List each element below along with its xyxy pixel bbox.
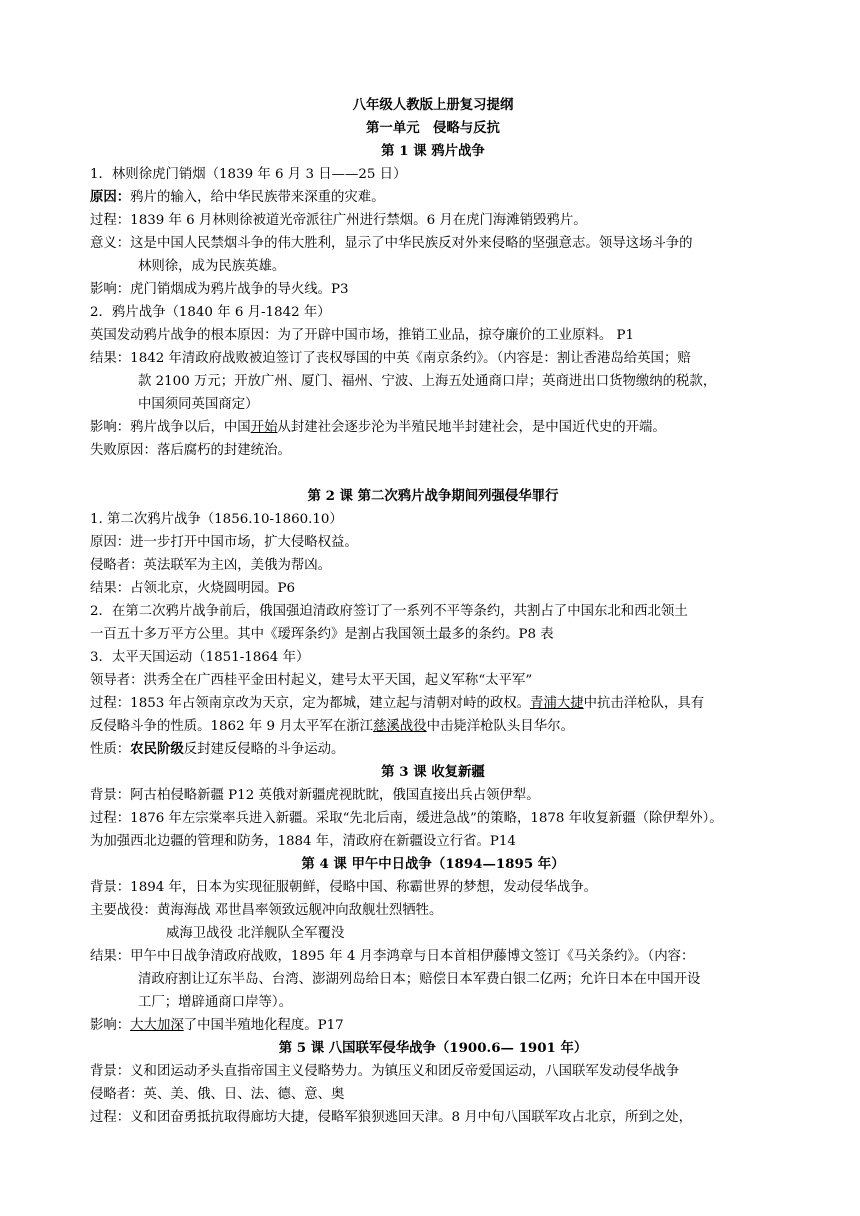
underlined-term: 大大加深 bbox=[130, 1018, 184, 1033]
section-heading bbox=[90, 94, 776, 117]
line-text: 从封建社会逐步沦为半殖民地半封建社会，是中国近代史的开端。 bbox=[277, 420, 666, 435]
text-line bbox=[90, 370, 776, 393]
bold-label: 原因： bbox=[90, 189, 131, 205]
line-text: 第 2 课 第二次鸦片战争期间列强侵华罪行 bbox=[307, 488, 559, 504]
line-text: 反封建反侵略的斗争运动。 bbox=[183, 742, 345, 757]
text-line bbox=[90, 784, 776, 807]
text-line bbox=[90, 945, 776, 968]
line-text: 款 2100 万元；开放广州、厦门、福州、宁波、上海五处通商口岸；英商进出口货物缴纳的税款， bbox=[138, 374, 717, 389]
underlined-term: 开始 bbox=[250, 420, 278, 435]
section-heading bbox=[90, 853, 776, 876]
line-text: 原因：进一步打开中国市场，扩大侵略权益。 bbox=[90, 535, 358, 550]
line-text: 了中国半殖地化程度。P17 bbox=[183, 1018, 344, 1033]
text-line bbox=[90, 623, 776, 646]
line-text: 过程：1876 年左宗棠率兵进入新疆。采取“先北后南，缓进急战”的策略，1878 年收复新疆（除伊犁外）。 bbox=[90, 811, 723, 826]
text-line bbox=[90, 301, 776, 324]
line-text: 结果：1842 年清政府战败被迫签订了丧权辱国的中英《南京条约》。（内容是：割让香港岛给英国；赔 bbox=[90, 351, 691, 366]
text-line bbox=[90, 899, 776, 922]
text-line bbox=[90, 807, 776, 830]
line-text: 鸦片的输入，给中华民族带来深重的灾难。 bbox=[130, 190, 385, 205]
text-line bbox=[90, 738, 776, 761]
text-line bbox=[90, 278, 776, 301]
text-line bbox=[90, 1060, 776, 1083]
text-line bbox=[90, 1106, 776, 1129]
document-body bbox=[90, 94, 776, 1129]
line-text: 2．鸦片战争（1840 年 6 月-1842 年） bbox=[90, 305, 331, 320]
text-line bbox=[90, 600, 776, 623]
line-text: 侵略者：英法联军为主凶，美俄为帮凶。 bbox=[90, 558, 332, 573]
line-text: 影响： bbox=[90, 1018, 131, 1033]
text-line bbox=[90, 968, 776, 991]
line-text: 英国发动鸦片战争的根本原因：为了开辟中国市场，推销工业品，掠夺廉价的工业原料。 P1 bbox=[90, 328, 635, 343]
line-text: 反侵略斗争的性质。1862 年 9 月太平军在浙江 bbox=[90, 719, 374, 734]
line-text: 性质： bbox=[90, 742, 131, 757]
line-text: 失败原因：落后腐朽的封建统治。 bbox=[90, 443, 291, 458]
line-text: 结果：甲午中日战争清政府战败，1895 年 4 月李鸿章与日本首相伊藤博文签订《马关条约》。（内容： bbox=[90, 949, 695, 964]
line-text: 1．林则徐虎门销烟（1839 年 6 月 3 日——25 日） bbox=[90, 167, 407, 182]
line-text: 1. 第二次鸦片战争（1856.10-1860.10） bbox=[90, 512, 343, 527]
text-line bbox=[90, 715, 776, 738]
text-line bbox=[90, 163, 776, 186]
text-line bbox=[90, 347, 776, 370]
text-line bbox=[90, 646, 776, 669]
line-text: 工厂；增辟通商口岸等）。 bbox=[138, 995, 292, 1010]
text-line bbox=[90, 209, 776, 232]
line-text: 过程：义和团奋勇抵抗取得廊坊大捷，侵略军狼狈逃回天津。8 月中旬八国联军攻占北京，所到之处， bbox=[90, 1110, 692, 1125]
line-text: 3．太平天国运动（1851-1864 年） bbox=[90, 650, 310, 665]
text-line bbox=[90, 1083, 776, 1106]
line-text: 影响：虎门销烟成为鸦片战争的导火线。P3 bbox=[90, 282, 349, 297]
line-text: 背景：阿古柏侵略新疆 P12 英俄对新疆虎视眈眈，俄国直接出兵占领伊犁。 bbox=[90, 788, 540, 803]
underlined-term: 慈溪战役 bbox=[373, 719, 427, 734]
blank-line bbox=[90, 462, 776, 485]
text-line bbox=[90, 669, 776, 692]
text-line bbox=[90, 324, 776, 347]
line-text: 林则徐，成为民族英雄。 bbox=[138, 259, 286, 274]
line-text: 中击毙洋枪队头目华尔。 bbox=[426, 719, 574, 734]
text-line bbox=[90, 554, 776, 577]
text-line bbox=[90, 876, 776, 899]
text-line bbox=[90, 186, 776, 209]
text-line bbox=[90, 439, 776, 462]
text-line bbox=[90, 393, 776, 416]
line-text: 第一单元 侵略与反抗 bbox=[366, 120, 500, 136]
line-text: 第 1 课 鸦片战争 bbox=[381, 143, 485, 159]
line-text: 领导者：洪秀全在广西桂平金田村起义，建号太平天国，起义军称“太平军” bbox=[90, 673, 533, 688]
text-line bbox=[90, 922, 776, 945]
line-text: 主要战役：黄海海战 邓世昌率领致远舰冲向敌舰壮烈牺牲。 bbox=[90, 903, 443, 918]
line-text: 背景：1894 年，日本为实现征服朝鲜，侵略中国、称霸世界的梦想，发动侵华战争。 bbox=[90, 880, 598, 895]
text-line bbox=[90, 232, 776, 255]
line-text: 过程：1853 年占领南京改为天京，定为都城，建立起与清朝对峙的政权。 bbox=[90, 696, 531, 711]
line-text: 影响：鸦片战争以后，中国 bbox=[90, 420, 251, 435]
line-text: 中抗击洋枪队，具有 bbox=[583, 696, 705, 711]
section-heading bbox=[90, 1037, 776, 1060]
line-text: 第 5 课 八国联军侵华战争（1900.6— 1901 年） bbox=[278, 1040, 588, 1056]
underlined-term: 青浦大捷 bbox=[530, 696, 584, 711]
text-line bbox=[90, 255, 776, 278]
text-line bbox=[90, 416, 776, 439]
text-line bbox=[90, 991, 776, 1014]
text-line bbox=[90, 577, 776, 600]
section-heading bbox=[90, 485, 776, 508]
line-text: 第 3 课 收复新疆 bbox=[381, 764, 485, 780]
section-heading bbox=[90, 117, 776, 140]
line-text: 一百五十多万平方公里。其中《瑷珲条约》是割占我国领土最多的条约。P8 表 bbox=[90, 627, 554, 642]
line-text: 侵略者：英、美、俄、日、法、德、意、奥 bbox=[90, 1087, 345, 1102]
line-text: 威海卫战役 北洋舰队全军覆没 bbox=[166, 926, 345, 941]
text-line bbox=[90, 1014, 776, 1037]
line-text: 中国须同英国商定） bbox=[138, 397, 259, 412]
text-line bbox=[90, 692, 776, 715]
line-text: 背景：义和团运动矛头直指帝国主义侵略势力。为镇压义和团反帝爱国运动，八国联军发动侵华战争 bbox=[90, 1064, 680, 1079]
text-line bbox=[90, 531, 776, 554]
line-text: 2．在第二次鸦片战争前后，俄国强迫清政府签订了一系列不平等条约，共割占了中国东北和西北领土 bbox=[90, 604, 688, 619]
bold-emphasis: 农民阶级 bbox=[130, 741, 184, 757]
line-text: 意义：这是中国人民禁烟斗争的伟大胜利，显示了中华民族反对外来侵略的坚强意志。领导这场斗争的 bbox=[90, 236, 693, 251]
section-heading bbox=[90, 140, 776, 163]
line-text: 八年级人教版上册复习提纲 bbox=[352, 97, 514, 113]
line-text: 为加强西北边疆的管理和防务，1884 年，清政府在新疆设立行省。P14 bbox=[90, 834, 516, 849]
text-line bbox=[90, 508, 776, 531]
line-text: 第 4 课 甲午中日战争（1894—1895 年） bbox=[301, 856, 565, 872]
line-text: 过程：1839 年 6 月林则徐被道光帝派往广州进行禁烟。6 月在虎门海滩销毁鸦片。 bbox=[90, 213, 587, 228]
section-heading bbox=[90, 761, 776, 784]
line-text: 结果：占领北京，火烧圆明园。P6 bbox=[90, 581, 295, 596]
text-line bbox=[90, 830, 776, 853]
line-text: 清政府割让辽东半岛、台湾、澎湖列岛给日本；赔偿日本军费白银二亿两；允许日本在中国开设 bbox=[138, 972, 701, 987]
